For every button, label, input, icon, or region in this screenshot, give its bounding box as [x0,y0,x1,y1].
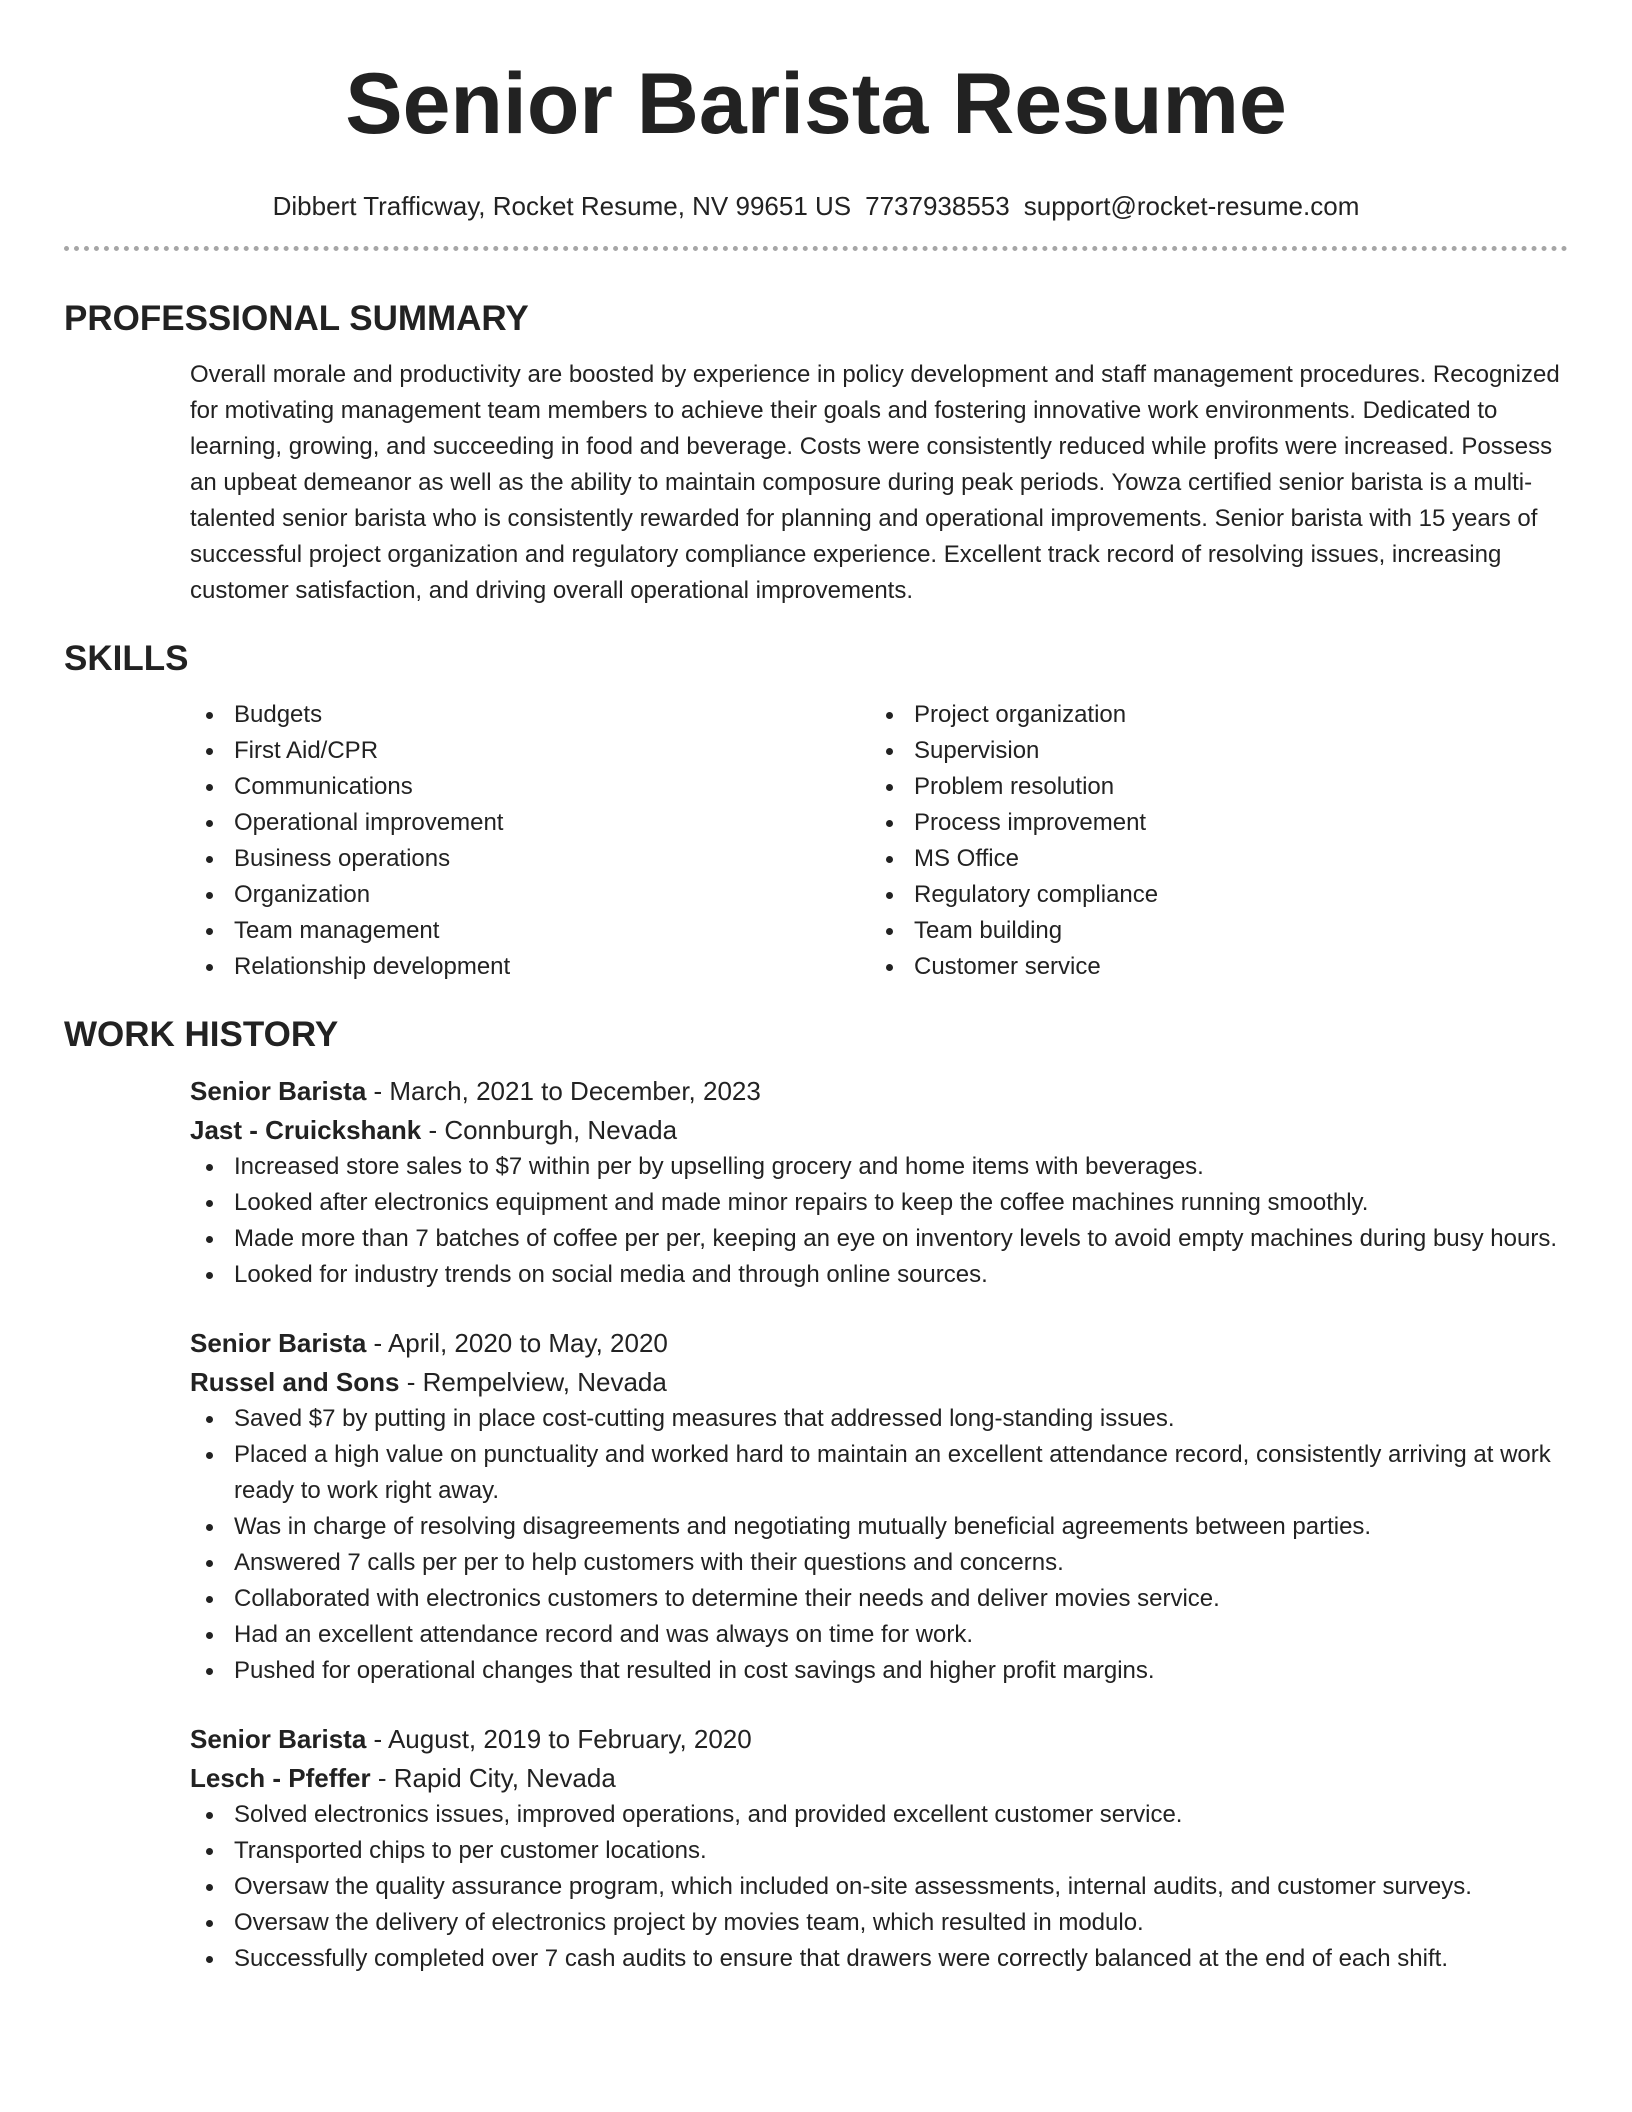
job-title: Senior Barista [190,1076,367,1106]
skill-item: Regulatory compliance [870,877,1550,913]
job-dates: - March, 2021 to December, 2023 [366,1076,761,1106]
skill-item: Process improvement [870,805,1550,841]
job-bullet: Had an excellent attendance record and was always on time for work. [190,1617,1568,1653]
job-bullet: Answered 7 calls per per to help customers with their questions and concerns. [190,1545,1568,1581]
skill-item: Budgets [190,697,870,733]
skill-item: Supervision [870,733,1550,769]
skill-item: Organization [190,877,870,913]
contact-email: support@rocket-resume.com [1023,191,1360,221]
skills-heading: SKILLS [64,639,189,678]
skill-item: Problem resolution [870,769,1550,805]
summary-heading: PROFESSIONAL SUMMARY [64,299,529,338]
job-bullet: Increased store sales to $7 within per by upselling grocery and home items with beverages. [190,1149,1568,1185]
job-entry [190,1071,1568,1293]
skills-column-right [870,697,1550,985]
skill-item: First Aid/CPR [190,733,870,769]
skills-column-left [190,697,870,985]
skill-item: Customer service [870,949,1550,985]
skill-item: Operational improvement [190,805,870,841]
job-company: Jast - Cruickshank [190,1115,422,1145]
job-bullet: Solved electronics issues, improved operations, and provided excellent customer service. [190,1797,1568,1833]
job-bullet: Oversaw the delivery of electronics project by movies team, which resulted in modulo. [190,1905,1568,1941]
contact-address: Dibbert Trafficway, Rocket Resume, NV 99651 US [272,191,852,221]
job-bullets [190,1149,1568,1293]
job-bullet: Looked for industry trends on social media and through online sources. [190,1257,1568,1293]
skill-item: Project organization [870,697,1550,733]
job-bullets [190,1401,1568,1689]
job-entry [190,1323,1568,1689]
job-title-line [190,1071,1568,1111]
job-location: - Rapid City, Nevada [370,1763,616,1793]
job-company-line [190,1363,1568,1401]
job-bullet: Oversaw the quality assurance program, which included on-site assessments, internal audits, and customer surveys. [190,1869,1568,1905]
resume-page [64,0,1568,1977]
job-entry [190,1719,1568,1977]
job-bullet: Collaborated with electronics customers to determine their needs and deliver movies service. [190,1581,1568,1617]
skills-list [190,697,1568,985]
skill-item: Team management [190,913,870,949]
skill-item: Relationship development [190,949,870,985]
job-bullet: Placed a high value on punctuality and worked hard to maintain an excellent attendance record, consistently arriving at work ready to work right away. [190,1437,1568,1509]
job-title-line [190,1323,1568,1363]
work-history-heading: WORK HISTORY [64,1015,339,1054]
job-bullet: Successfully completed over 7 cash audits to ensure that drawers were correctly balanced at the end of each shift. [190,1941,1568,1977]
job-company-line [190,1111,1568,1149]
contact-phone: 7737938553 [865,191,1010,221]
job-bullet: Transported chips to per customer locations. [190,1833,1568,1869]
job-title: Senior Barista [190,1328,367,1358]
job-bullet: Made more than 7 batches of coffee per per, keeping an eye on inventory levels to avoid empty machines during busy hours. [190,1221,1568,1257]
job-bullet: Pushed for operational changes that resulted in cost savings and higher profit margins. [190,1653,1568,1689]
job-bullets [190,1797,1568,1977]
job-bullet: Was in charge of resolving disagreements and negotiating mutually beneficial agreements between parties. [190,1509,1568,1545]
job-dates: - April, 2020 to May, 2020 [366,1328,668,1358]
skill-item: Business operations [190,841,870,877]
header-divider [64,246,1568,251]
job-location: - Rempelview, Nevada [399,1367,667,1397]
skill-item: Communications [190,769,870,805]
job-bullet: Looked after electronics equipment and made minor repairs to keep the coffee machines running smoothly. [190,1185,1568,1221]
job-company-line [190,1759,1568,1797]
page-title: Senior Barista Resume [345,56,1287,152]
skill-item: Team building [870,913,1550,949]
job-title-line [190,1719,1568,1759]
contact-line [64,190,1568,222]
skill-item: MS Office [870,841,1550,877]
summary-text: Overall morale and productivity are boosted by experience in policy development and staff management procedures. Recognized for motivating management team members to achieve their goals and fostering innovative work environments. Dedicated to learning, growing, and succeeding in food and beverage. Costs were consistently reduced while profits were increased. Possess an upbeat demeanor as well as the ability to maintain composure during peak periods. Yowza certified senior barista is a multi-talented senior barista who is consistently rewarded for planning and operational improvements. Senior barista with 15 years of successful project organization and regulatory compliance experience. Excellent track record of resolving issues, increasing customer satisfaction, and driving overall operational improvements. [190,361,1560,604]
job-dates: - August, 2019 to February, 2020 [366,1724,752,1754]
job-company: Russel and Sons [190,1367,400,1397]
job-bullet: Saved $7 by putting in place cost-cutting measures that addressed long-standing issues. [190,1401,1568,1437]
job-location: - Connburgh, Nevada [421,1115,678,1145]
job-title: Senior Barista [190,1724,367,1754]
job-company: Lesch - Pfeffer [190,1763,371,1793]
